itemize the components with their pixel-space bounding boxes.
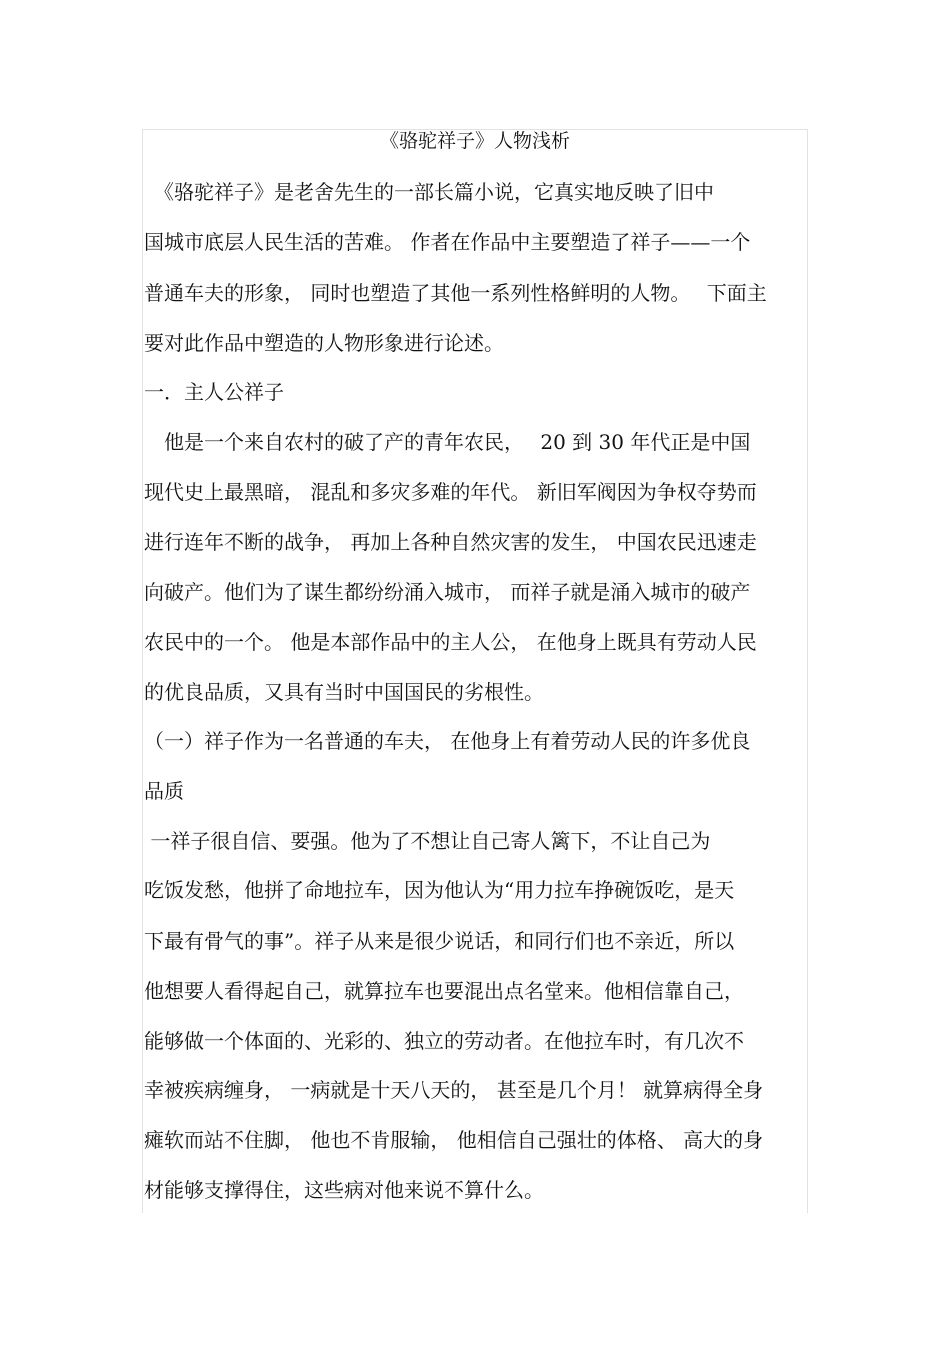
paragraph-line: 瘫软而站不住脚， 他也不肯服输， 他相信自己强壮的体格、 高大的身 [144, 1128, 764, 1152]
paragraph-line: 进行连年不断的战争， 再加上各种自然灾害的发生， 中国农民迅速走 [144, 530, 757, 554]
paragraph-line: 农民中的一个。 他是本部作品中的主人公， 在他身上既具有劳动人民 [144, 630, 757, 654]
paragraph-line: 能够做一个体面的、光彩的、独立的劳动者。在他拉车时，有几次不 [144, 1029, 744, 1053]
paragraph-line: 材能够支撑得住，这些病对他来说不算什么。 [144, 1178, 544, 1202]
paragraph-line: 国城市底层人民生活的苦难。 作者在作品中主要塑造了祥子——一个 [144, 230, 751, 254]
subsection-heading: 品质 [144, 779, 184, 803]
paragraph-line: 他想要人看得起自己，就算拉车也要混出点名堂来。他相信靠自己， [144, 979, 744, 1003]
paragraph-line: 普通车夫的形象， 同时也塑造了其他一系列性格鲜明的人物。 下面主 [144, 281, 767, 305]
paragraph-line: 的优良品质，又具有当时中国国民的劣根性。 [144, 680, 544, 704]
paragraph-line: 一祥子很自信、要强。他为了不想让自己寄人篱下，不让自己为 [144, 829, 711, 853]
paragraph-line: 要对此作品中塑造的人物形象进行论述。 [144, 331, 504, 355]
paragraph-line: 他是一个来自农村的破了产的青年农民， 20 到 30 年代正是中国 [144, 430, 751, 454]
paragraph-line: 下最有骨气的事”。祥子从来是很少说话，和同行们也不亲近，所以 [144, 929, 735, 953]
paragraph-line: 幸被疾病缠身， 一病就是十天八天的， 甚至是几个月！ 就算病得全身 [144, 1078, 764, 1102]
document-title: 《骆驼祥子》人物浅析 [379, 130, 570, 152]
paragraph-line: 吃饭发愁，他拼了命地拉车，因为他认为“用力拉车挣碗饭吃，是天 [144, 878, 735, 902]
paragraph-line: 《骆驼祥子》是老舍先生的一部长篇小说，它真实地反映了旧中 [144, 180, 714, 204]
section-heading: 一．主人公祥子 [144, 380, 284, 404]
paragraph-line: 现代史上最黑暗， 混乱和多灾多难的年代。 新旧军阀因为争权夺势而 [144, 480, 757, 504]
subsection-heading: （一）祥子作为一名普通的车夫， 在他身上有着劳动人民的许多优良 [144, 729, 751, 753]
paragraph-line: 向破产。他们为了谋生都纷纷涌入城市， 而祥子就是涌入城市的破产 [144, 580, 751, 604]
